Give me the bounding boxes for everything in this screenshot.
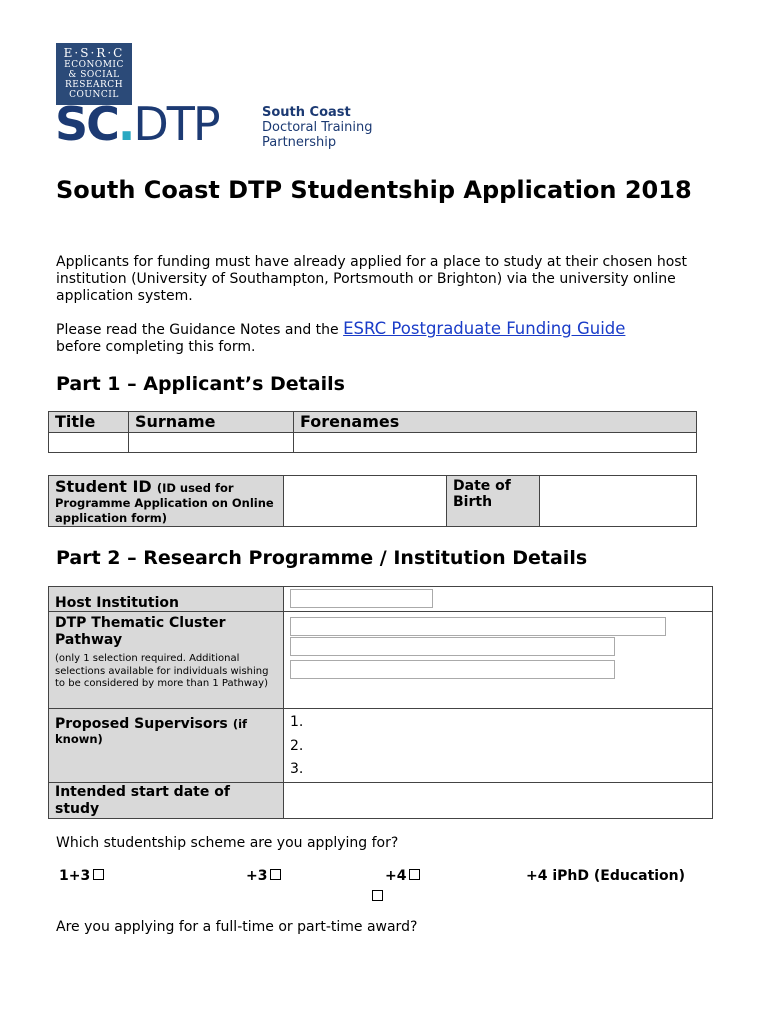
scheme-option-plus3[interactable]: [246, 868, 281, 884]
guidance-paragraph: [56, 320, 706, 356]
applicant-name-table: [48, 411, 697, 453]
guidance-suffix: before completing this form.: [56, 339, 256, 355]
supervisors-label-cell: [49, 709, 284, 783]
supervisors-note-a: (if: [232, 717, 248, 731]
student-id-label-cell: [49, 476, 284, 527]
esrc-logo: [56, 43, 132, 105]
checkbox-icon[interactable]: [270, 869, 281, 880]
scdtp-logo-dot: .: [117, 97, 134, 151]
start-date-field[interactable]: [284, 782, 713, 818]
supervisors-label: Proposed Supervisors: [55, 716, 228, 732]
part1-heading: Part 1 – Applicant’s Details: [56, 373, 345, 395]
part2-heading: Part 2 – Research Programme / Institution Details: [56, 547, 588, 569]
forenames-field[interactable]: [294, 433, 697, 453]
esrc-logo-line: ECONOMIC: [64, 60, 124, 70]
dob-label: Date of Birth: [447, 476, 540, 527]
student-id-table: [48, 475, 697, 527]
esrc-logo-line: & SOCIAL: [68, 70, 120, 80]
supervisor-2[interactable]: 2.: [290, 737, 304, 754]
title-field[interactable]: [49, 433, 129, 453]
esrc-logo-line: COUNCIL: [69, 90, 119, 100]
supervisors-cell: [284, 709, 713, 783]
intro-paragraph: Applicants for funding must have already applied for a place to study at their chosen host institution (University of Southampton, Portsmouth or Brighton) via the university online application system.: [56, 254, 688, 304]
checkbox-icon[interactable]: [93, 869, 104, 880]
scdtp-subtitle-line: Partnership: [262, 135, 337, 150]
scdtp-logo-subtitle: [262, 105, 373, 150]
cluster-pathway-select-3[interactable]: [290, 660, 615, 679]
scdtp-logo-sc: SC: [55, 97, 118, 151]
award-question: Are you applying for a full-time or part-time award?: [56, 919, 418, 935]
scheme-option-plus4[interactable]: [385, 868, 420, 884]
student-id-label: Student ID: [55, 477, 152, 496]
host-institution-label: Host Institution: [49, 587, 284, 612]
col-title: Title: [49, 412, 129, 433]
checkbox-icon[interactable]: [372, 890, 383, 901]
student-id-note-2: Programme Application on Online application form): [55, 496, 274, 525]
checkbox-icon[interactable]: [409, 869, 420, 880]
supervisor-3[interactable]: 3.: [290, 761, 304, 777]
col-forenames: Forenames: [294, 412, 697, 433]
student-id-note: (ID used for: [156, 481, 234, 495]
esrc-logo-letters: E·S·R·C: [63, 46, 125, 60]
cluster-label: DTP Thematic Cluster Pathway: [55, 615, 226, 648]
scdtp-logo: [55, 97, 219, 151]
cluster-note: (only 1 selection required. Additional selections available for individuals wishing to be considered by more than 1 Pathway): [55, 653, 269, 689]
student-id-field[interactable]: [284, 476, 447, 527]
col-surname: Surname: [129, 412, 294, 433]
scheme-option-label: +4: [385, 868, 407, 884]
scheme-question: Which studentship scheme are you applying for?: [56, 835, 399, 851]
scdtp-subtitle-line: South Coast: [262, 105, 351, 120]
host-institution-select[interactable]: [290, 589, 433, 608]
page-title: South Coast DTP Studentship Application 2018: [56, 176, 692, 204]
scheme-option-label: +3: [246, 868, 268, 884]
scheme-option-iphd[interactable]: +4 iPhD (Education): [526, 868, 686, 884]
supervisor-1[interactable]: 1.: [290, 714, 304, 730]
esrc-logo-line: RESEARCH: [64, 80, 124, 90]
scheme-option-iphd-checkbox[interactable]: [372, 886, 383, 905]
supervisors-note-b: known): [55, 732, 103, 746]
esrc-funding-guide-link[interactable]: ESRC Postgraduate Funding Guide: [343, 319, 626, 338]
scdtp-logo-dtp: DTP: [133, 97, 219, 151]
start-date-label: Intended start date of study: [49, 782, 284, 818]
scdtp-subtitle-line: Doctoral Training: [262, 120, 373, 135]
guidance-prefix: Please read the Guidance Notes and the: [56, 322, 344, 338]
surname-field[interactable]: [129, 433, 294, 453]
cluster-pathway-select-1[interactable]: [290, 617, 666, 636]
scheme-option-label: 1+3: [59, 868, 91, 884]
dob-field[interactable]: [540, 476, 697, 527]
cluster-pathway-select-2[interactable]: [290, 637, 615, 656]
cluster-label-cell: [49, 612, 284, 709]
scheme-option-1plus3[interactable]: [59, 868, 104, 884]
